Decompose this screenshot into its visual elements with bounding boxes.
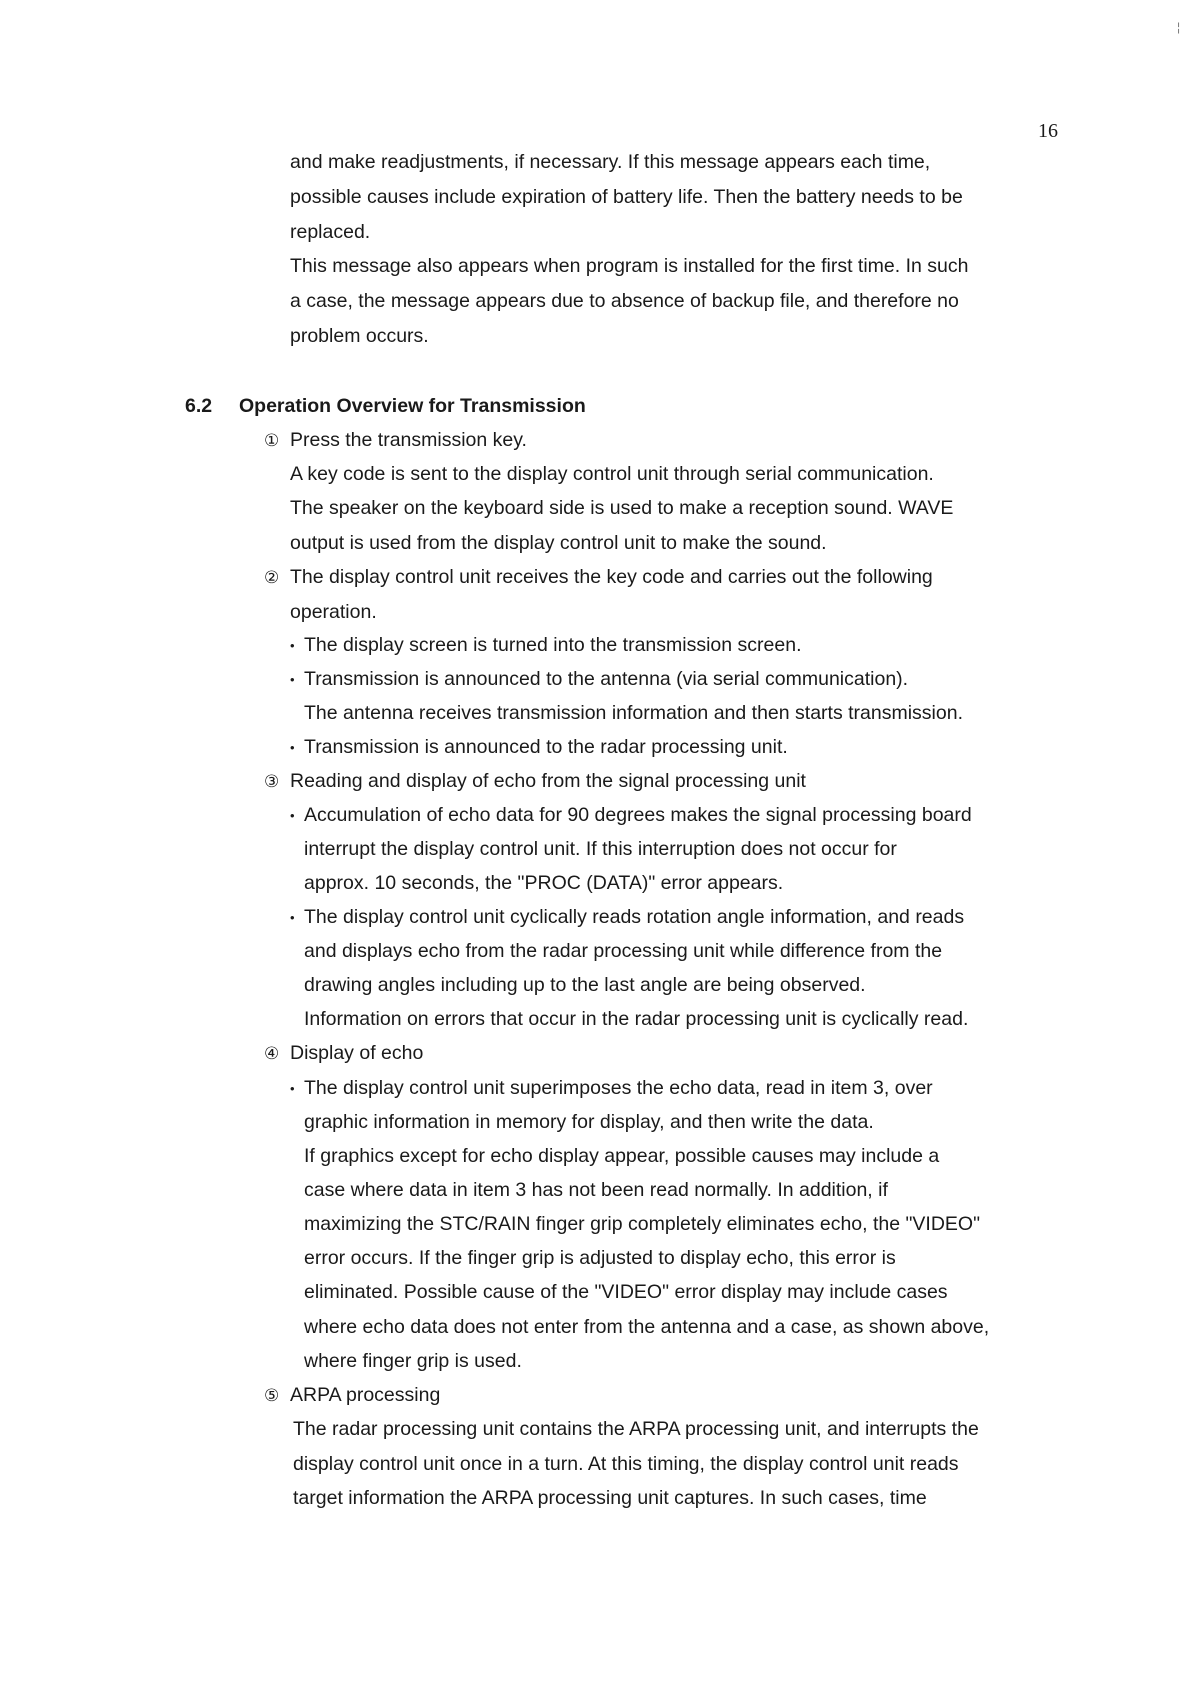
section-number: 6.2 [185,395,213,417]
step-3-line: and displays echo from the radar processing unit while difference from the [304,940,943,962]
intro-line: a case, the message appears due to absence of backup file, and therefore no [290,290,959,312]
step-4-line: where echo data does not enter from the antenna and a case, as shown above, [304,1316,990,1338]
step-4-line: graphic information in memory for display, and then write the data. [304,1111,874,1133]
intro-line: problem occurs. [290,325,429,347]
circled-number: ② [264,568,280,588]
step-3-line: interrupt the display control unit. If this interruption does not occur for [304,838,897,860]
section-title: Operation Overview for Transmission [239,395,586,417]
scan-mark: ¦ [1177,20,1181,34]
step-3-line: Information on errors that occur in the radar processing unit is cyclically read. [304,1008,969,1030]
bullet: • [290,808,295,823]
bullet: • [290,1081,295,1096]
step-5-line: display control unit once in a turn. At this timing, the display control unit reads [293,1453,959,1475]
page-number: 16 [1038,120,1058,142]
circled-number: ④ [264,1044,280,1064]
step-5-title: ⑤ ARPA processing [264,1384,441,1406]
step-2-bullet: • Transmission is announced to the radar processing unit. [290,736,788,758]
step-3-title: ③ Reading and display of echo from the signal processing unit [264,770,806,792]
step-1-title: ① Press the transmission key. [264,429,527,451]
circled-number: ⑤ [264,1386,280,1406]
bullet: • [290,638,295,653]
step-1-line: The speaker on the keyboard side is used to make a reception sound. WAVE [290,497,954,519]
step-4-line: If graphics except for echo display appear, possible causes may include a [304,1145,940,1167]
intro-line: replaced. [290,221,371,243]
step-3-line: drawing angles including up to the last angle are being observed. [304,974,866,996]
circled-number: ① [264,431,280,451]
step-5-line: target information the ARPA processing unit captures. In such cases, time [293,1487,927,1509]
step-3-bullet: • Accumulation of echo data for 90 degrees makes the signal processing board [290,804,972,826]
section-heading [185,397,586,417]
step-2-bullet: • Transmission is announced to the antenna (via serial communication). [290,668,909,690]
step-4-title: ④ Display of echo [264,1042,424,1064]
step-2-line: The antenna receives transmission information and then starts transmission. [304,702,963,724]
step-4-line: maximizing the STC/RAIN finger grip completely eliminates echo, the "VIDEO" [304,1213,981,1235]
step-1-line: output is used from the display control unit to make the sound. [290,532,827,554]
step-3-line: approx. 10 seconds, the "PROC (DATA)" error appears. [304,872,784,894]
bullet: • [290,740,295,755]
step-1-line: A key code is sent to the display control unit through serial communication. [290,463,934,485]
step-4-line: case where data in item 3 has not been read normally. In addition, if [304,1179,888,1201]
step-2-bullet: • The display screen is turned into the transmission screen. [290,634,802,656]
step-2-title: ② The display control unit receives the key code and carries out the following [264,566,933,588]
step-3-bullet: • The display control unit cyclically reads rotation angle information, and reads [290,906,965,928]
step-2-line: operation. [290,601,377,623]
intro-line: possible causes include expiration of battery life. Then the battery needs to be [290,186,963,208]
intro-line: This message also appears when program is installed for the first time. In such [290,255,969,277]
step-4-line: error occurs. If the finger grip is adjusted to display echo, this error is [304,1247,896,1269]
bullet: • [290,672,295,687]
step-4-line: where finger grip is used. [304,1350,522,1372]
bullet: • [290,910,295,925]
step-4-bullet: • The display control unit superimposes the echo data, read in item 3, over [290,1077,933,1099]
step-4-line: eliminated. Possible cause of the "VIDEO" error display may include cases [304,1281,948,1303]
intro-line: and make readjustments, if necessary. If this message appears each time, [290,151,931,173]
step-5-line: The radar processing unit contains the ARPA processing unit, and interrupts the [293,1418,979,1440]
circled-number: ③ [264,772,280,792]
